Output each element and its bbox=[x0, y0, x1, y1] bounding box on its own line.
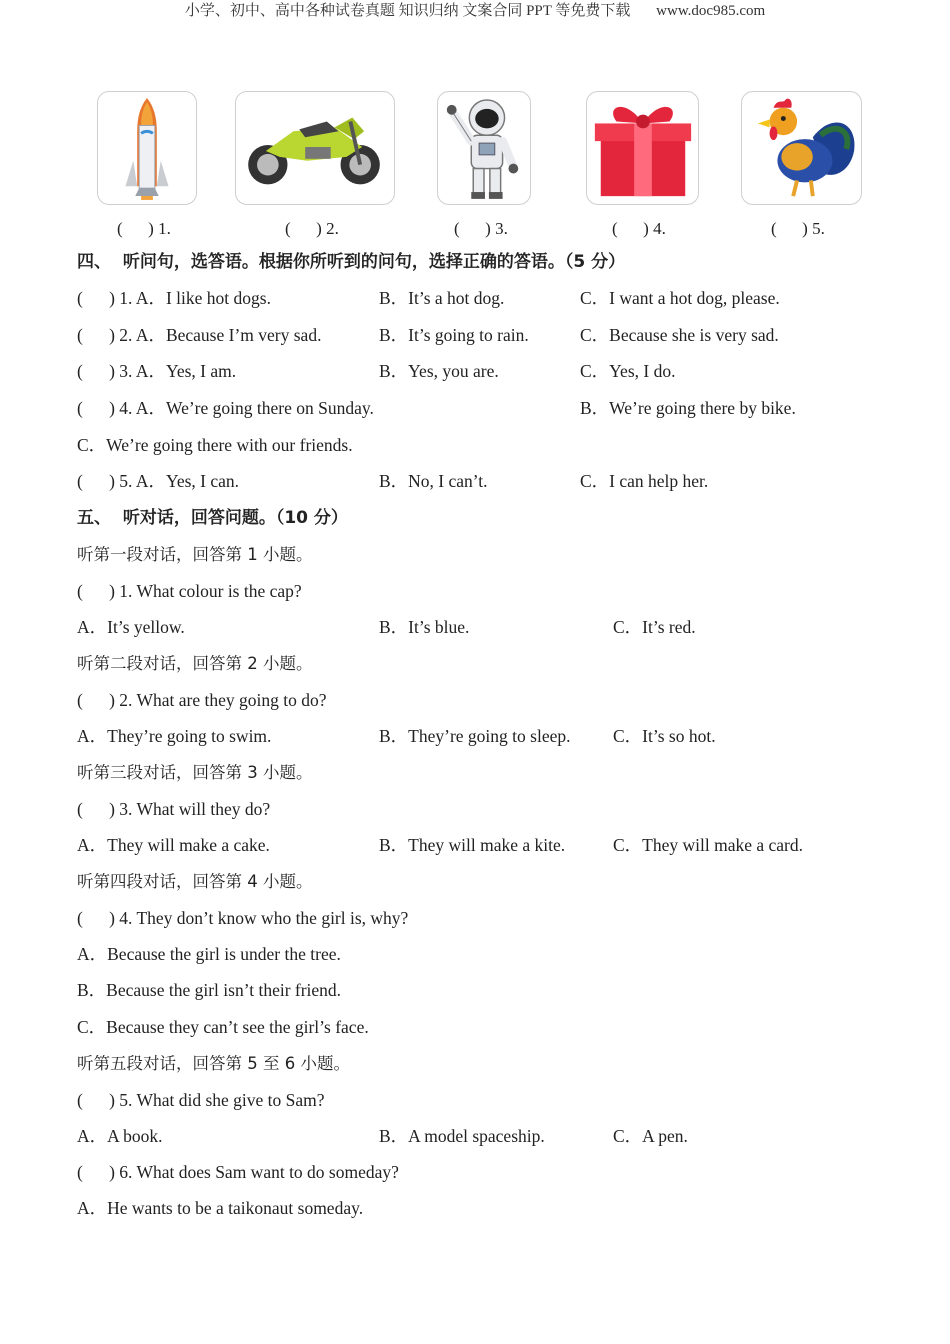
s4-q1-c: C．I want a hot dog, please. bbox=[580, 288, 780, 308]
section-5-title: 五、 听对话，回答问题。（10 分） bbox=[77, 508, 348, 528]
motorcycle-icon bbox=[235, 91, 395, 205]
astronaut-icon bbox=[437, 91, 531, 205]
s5-q5-c: C．A pen. bbox=[613, 1126, 688, 1146]
s5-q2-a: A．They’re going to swim. bbox=[77, 726, 272, 746]
s5-q2-b: B．They’re going to sleep. bbox=[379, 726, 571, 746]
s5-q5-b: B．A model spaceship. bbox=[379, 1126, 545, 1146]
section-4-title: 四、 听问句，选答语。根据你所听到的问句，选择正确的答语。（5 分） bbox=[77, 252, 626, 272]
s4-q3-b: B．Yes, you are. bbox=[379, 361, 499, 381]
s5-q4-b: B．Because the girl isn’t their friend. bbox=[77, 980, 342, 1000]
s5-d1-intro: 听第一段对话，回答第 1 小题。 bbox=[77, 545, 313, 564]
s5-q6-a: A．He wants to be a taikonaut someday. bbox=[77, 1198, 364, 1218]
picture-label-3: ( ) 3. bbox=[454, 219, 508, 238]
picture-row bbox=[0, 91, 950, 207]
s4-q1-b: B．It’s a hot dog. bbox=[379, 288, 505, 308]
s5-d2-intro: 听第二段对话，回答第 2 小题。 bbox=[77, 654, 313, 673]
s5-q3-a: A．They will make a cake. bbox=[77, 835, 270, 855]
header-text: 小学、初中、高中各种试卷真题 知识归纳 文案合同 PPT 等免费下载 bbox=[184, 3, 631, 19]
s5-q2: ( ) 2. What are they going to do? bbox=[77, 690, 327, 710]
s4-q1: ( ) 1. A．I like hot dogs. bbox=[77, 288, 271, 308]
s5-q4-a: A．Because the girl is under the tree. bbox=[77, 944, 341, 964]
s4-q3-c: C．Yes, I do. bbox=[580, 361, 676, 381]
s5-q2-c: C．It’s so hot. bbox=[613, 726, 716, 746]
picture-label-4: ( ) 4. bbox=[612, 219, 666, 238]
s5-q3: ( ) 3. What will they do? bbox=[77, 799, 271, 819]
space-shuttle-icon bbox=[97, 91, 197, 205]
page-header bbox=[0, 0, 950, 22]
s5-d4-intro: 听第四段对话，回答第 4 小题。 bbox=[77, 872, 313, 891]
s4-q5-c: C．I can help her. bbox=[580, 471, 709, 491]
s5-q1-b: B．It’s blue. bbox=[379, 617, 470, 637]
s4-q3: ( ) 3. A．Yes, I am. bbox=[77, 361, 237, 381]
s5-q1: ( ) 1. What colour is the cap? bbox=[77, 581, 302, 601]
rooster-icon bbox=[741, 91, 862, 205]
s5-q4-c: C．Because they can’t see the girl’s face. bbox=[77, 1017, 369, 1037]
s5-q1-c: C．It’s red. bbox=[613, 617, 696, 637]
s5-q1-a: A．It’s yellow. bbox=[77, 617, 185, 637]
s4-q5-b: B．No, I can’t. bbox=[379, 471, 488, 491]
s4-q5: ( ) 5. A．Yes, I can. bbox=[77, 471, 240, 491]
header-site: www.doc985.com bbox=[656, 3, 766, 19]
picture-label-5: ( ) 5. bbox=[771, 219, 825, 238]
s5-q3-b: B．They will make a kite. bbox=[379, 835, 566, 855]
s5-q3-c: C．They will make a card. bbox=[613, 835, 804, 855]
s4-q2: ( ) 2. A．Because I’m very sad. bbox=[77, 325, 322, 345]
s5-q5-a: A．A book. bbox=[77, 1126, 163, 1146]
s4-q2-b: B．It’s going to rain. bbox=[379, 325, 529, 345]
picture-label-1: ( ) 1. bbox=[117, 219, 171, 238]
gift-box-icon bbox=[586, 91, 699, 205]
s4-q4-b: B．We’re going there by bike. bbox=[580, 398, 796, 418]
s5-d5-intro: 听第五段对话，回答第 5 至 6 小题。 bbox=[77, 1054, 350, 1073]
s5-q5: ( ) 5. What did she give to Sam? bbox=[77, 1090, 325, 1110]
s5-q4: ( ) 4. They don’t know who the girl is, why? bbox=[77, 908, 409, 928]
picture-label-2: ( ) 2. bbox=[285, 219, 339, 238]
s4-q4: ( ) 4. A．We’re going there on Sunday. bbox=[77, 398, 374, 418]
s5-d3-intro: 听第三段对话，回答第 3 小题。 bbox=[77, 763, 313, 782]
s4-q4-c: C．We’re going there with our friends. bbox=[77, 435, 353, 455]
s5-q6: ( ) 6. What does Sam want to do someday? bbox=[77, 1162, 399, 1182]
s4-q2-c: C．Because she is very sad. bbox=[580, 325, 779, 345]
